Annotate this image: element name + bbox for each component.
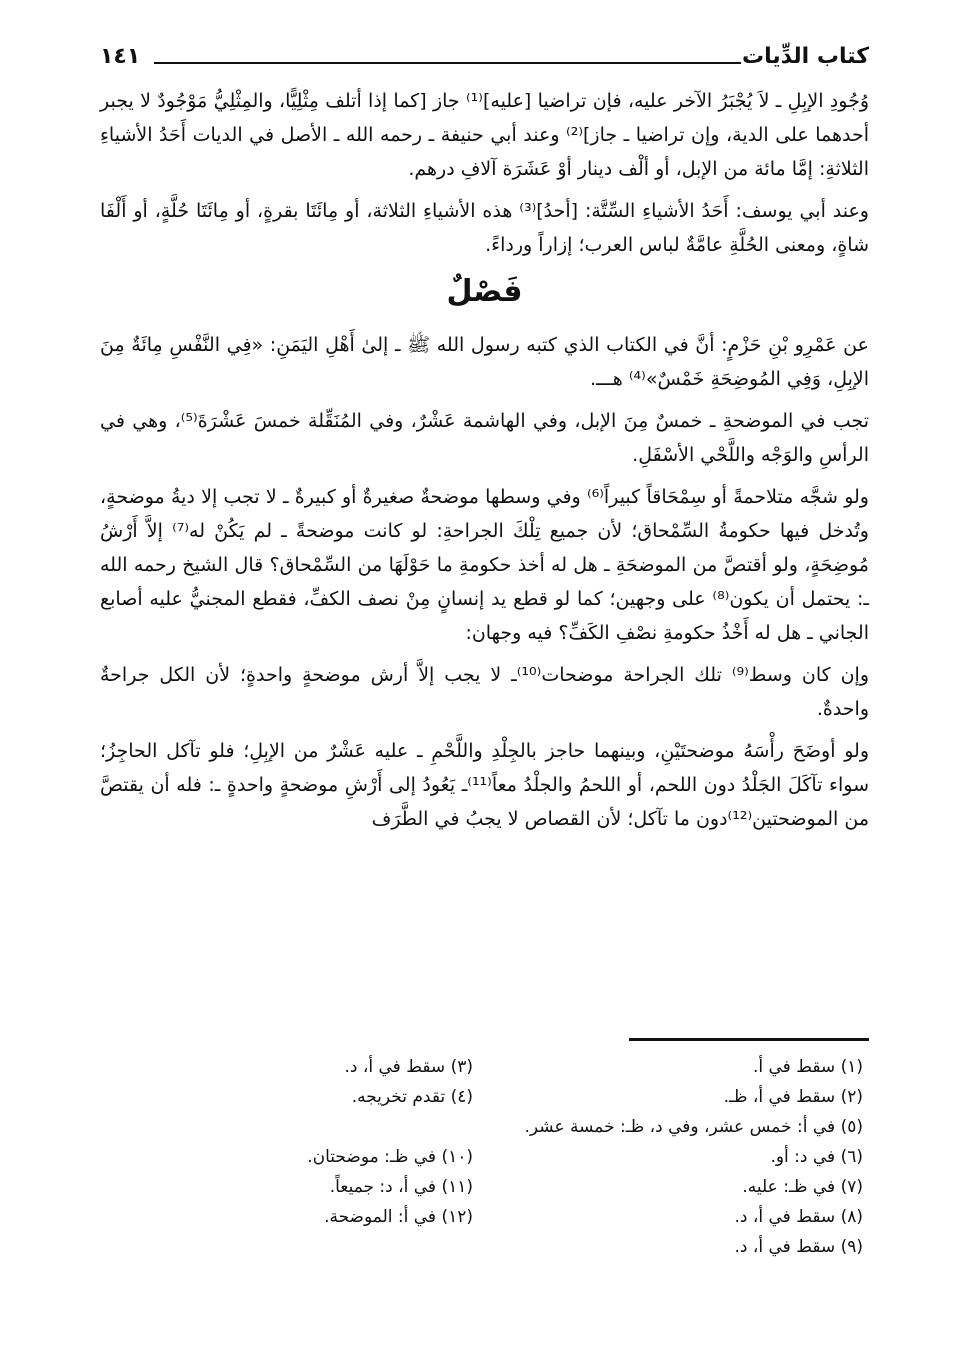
footnote-row — [100, 1082, 869, 1112]
footnote-row — [100, 1172, 869, 1202]
footnote-11: (١١) في أ، د: جميعاً. — [329, 1177, 473, 1197]
paragraph: وُجُودِ الإبِلِ ـ لاَ يُجْبَرُ الآخر عليه، فإن تراضيا [عليه]⁽¹⁾ جاز [كما إذا أتلف مِثْلِيًّا، والمِثْلِيُّ مَوْجُودٌ لا يجبر أحدهما على الدية، وإن تراضيا ـ جاز]⁽²⁾ وعند أبي حنيفة ـ رحمه الله ـ الأصل في الديات أَحَدُ الأشياءِ الثلاثةِ: إمَّا مائة من الإبل، أو ألْف دينار أوْ عَشَرَة آلافِ درهم. — [100, 90, 870, 180]
footnote-3: (٣) سقط في أ، د. — [344, 1057, 473, 1077]
book-title: كتاب الدِّيات — [742, 44, 869, 69]
paragraph: ولو أوضَحَ رأْسَهُ موضحتَيْنِ، وبينهما حاجز بالجِلْدِ واللَّحْمِ ـ عليه عَشْرٌ من الإبِلِ؛ فلو تآكل الحاجِزُ؛ سواء تآكَلَ الجَلْدُ دون اللحم، أو اللحمُ والجلْدُ معاً⁽¹¹⁾ـ يَعُودُ إلى أَرْشِ موضحةٍ واحدةٍ ـ: فله أن يقتصَّ من الموضحتين⁽¹²⁾دون ما تآكل؛ لأن القصاص لا يجبُ في الطَّرَف — [100, 740, 869, 830]
section-heading: فَصْلٌ — [446, 274, 523, 309]
paragraph: وعند أبي يوسف: أَحَدُ الأشياءِ السِّتَّة: [أحدُ]⁽³⁾ هذه الأشياءِ الثلاثة، أو مِائَتَا بقرةٍ، أو مِائَتَا حُلَّةٍ، أو أَلْفَا شاةٍ، ومعنى الحُلَّةِ عامَّةٌ لباس العرب؛ إزاراً ورداءً. — [100, 200, 869, 256]
footnote-row — [100, 1232, 869, 1262]
footnote-6: (٦) في د: أو. — [770, 1147, 863, 1167]
footnote-10: (١٠) في ظـ: موضحتان. — [307, 1147, 473, 1167]
footnote-4: (٤) تقدم تخريجه. — [351, 1087, 473, 1107]
footnotes — [100, 1052, 869, 1262]
footnote-row — [100, 1202, 869, 1232]
footnote-row — [100, 1142, 869, 1172]
footnote-separator — [629, 1038, 869, 1041]
footnote-8: (٨) سقط في أ، د. — [734, 1207, 863, 1227]
page-header — [100, 38, 869, 78]
header-rule — [154, 62, 741, 64]
footnote-1: (١) سقط في أ. — [752, 1057, 863, 1077]
paragraph: عن عَمْرِو بْنِ حَزْمٍ: أنَّ في الكتاب الذي كتبه رسول الله ﷺ ـ إلىٰ أَهْلِ اليَمَنِ: «فِي النَّفْسِ مِائَةٌ مِنَ الإبِلِ، وَفِي المُوضِحَةِ خَمْسٌ»⁽⁴⁾ هـــ. — [100, 334, 869, 390]
page-body — [100, 84, 869, 844]
paragraph: تجب في الموضحةِ ـ خمسٌ مِنَ الإبل، وفي الهاشمة عَشْرٌ، وفي المُنَقِّلة خمسَ عَشْرَةَ⁽⁵⁾، وهي في الرأسِ والوَجْه واللَّحْي الأسْفَلِ. — [100, 410, 870, 466]
footnote-9: (٩) سقط في أ، د. — [734, 1237, 863, 1257]
footnote-2: (٢) سقط في أ، ظـ. — [723, 1087, 863, 1107]
footnote-5: (٥) في أ: خمس عشر، وفي د، ظـ: خمسة عشر. — [524, 1117, 863, 1137]
footnote-row — [100, 1052, 869, 1082]
footnote-row — [100, 1112, 869, 1142]
paragraph: وإن كان وسط⁽⁹⁾ تلك الجراحة موضحات⁽¹⁰⁾ـ لا يجب إلاَّ أرش موضحةٍ واحدةٍ؛ لأن الكل جراحةٌ واحدةٌ. — [100, 664, 869, 720]
page-number: ١٤١ — [100, 44, 141, 69]
footnote-7: (٧) في ظـ: عليه. — [742, 1177, 863, 1197]
paragraph: ولو شجَّه متلاحمةً أو سِمْحَاقاً كبيراً⁽⁶⁾ وفي وسطها موضحةٌ صغيرةٌ أو كبيرةٌ ـ لا تجب إلا ديةُ موضحةٍ، وتُدخل فيها حكومةُ السِّمْحاق؛ لأن جميع تِلْكَ الجراحةِ: لو كانت موضحةً ـ لم يَكُنْ له⁽⁷⁾ إلاَّ أَرْشُ مُوضِحَةٍ، ولو أقتصَّ من الموضحَةِ ـ هل له أخذ حكومةِ ما حَوْلَهَا من السِّمْحاق؟ قال الشيخ رحمه الله ـ: يحتمل أن يكون⁽⁸⁾ على وجهين؛ كما لو قطع يد إنسانٍ مِنْ نصف الكفِّ، فقطع المجنيُّ عليه أصابع الجاني ـ هل له أَخْذُ حكومةِ نصْفِ الكَفِّ؟ فيه وجهان: — [100, 486, 869, 644]
footnote-12: (١٢) في أ: الموضحة. — [324, 1207, 473, 1227]
